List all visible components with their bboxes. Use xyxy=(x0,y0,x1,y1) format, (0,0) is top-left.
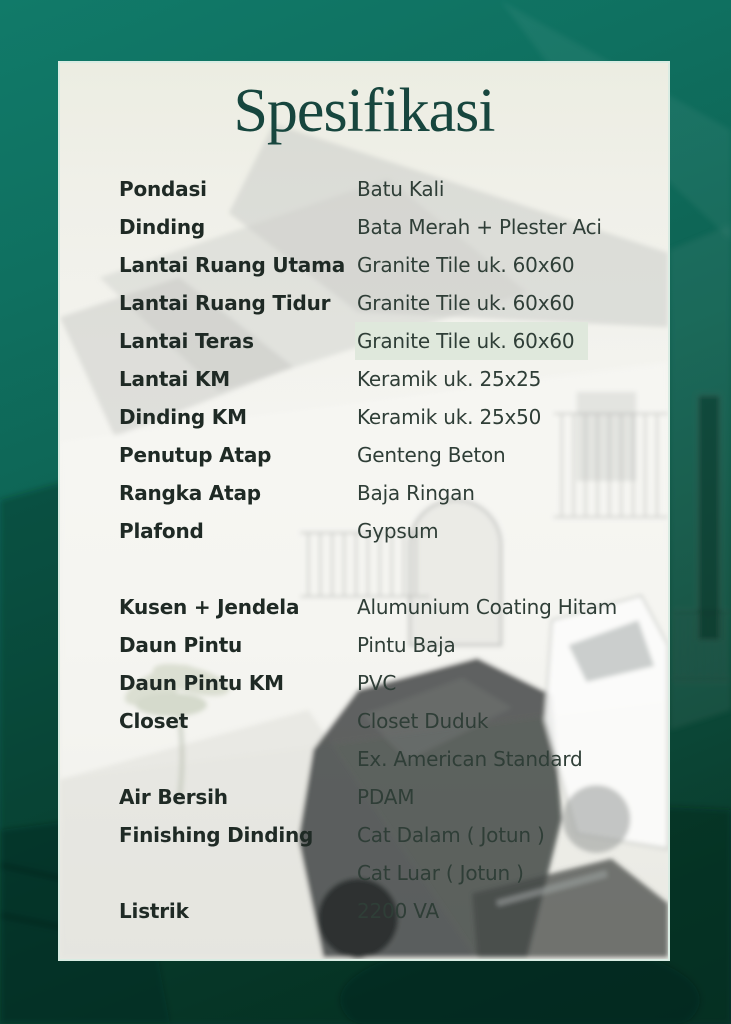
spec-value: Pintu Baja xyxy=(357,633,456,657)
spec-values xyxy=(357,170,654,208)
spec-label: Finishing Dinding xyxy=(119,823,314,847)
spec-row xyxy=(119,474,654,512)
spec-values xyxy=(357,892,654,930)
spec-values xyxy=(357,360,654,398)
spec-row xyxy=(119,170,654,208)
spec-value: Alumunium Coating Hitam xyxy=(357,595,617,619)
spec-value: PVC xyxy=(357,671,397,695)
spec-value: Gypsum xyxy=(357,519,439,543)
spec-values xyxy=(357,208,654,246)
spec-row xyxy=(119,702,654,778)
spec-value: 2200 VA xyxy=(357,899,439,923)
spec-label: Closet xyxy=(119,709,189,733)
spec-row xyxy=(119,436,654,474)
spec-values xyxy=(357,322,654,360)
spec-values xyxy=(357,816,654,892)
spec-label: Air Bersih xyxy=(119,785,228,809)
spec-row xyxy=(119,816,654,892)
spec-label: Lantai KM xyxy=(119,367,230,391)
spec-value: Baja Ringan xyxy=(357,481,475,505)
spec-value: Genteng Beton xyxy=(357,443,506,467)
spec-values xyxy=(357,284,654,322)
spec-label: Dinding xyxy=(119,215,206,239)
spec-label: Listrik xyxy=(119,899,189,923)
spec-value: Bata Merah + Plester Aci xyxy=(357,215,602,239)
spec-value: Ex. American Standard xyxy=(357,747,583,771)
spec-label: Lantai Teras xyxy=(119,329,254,353)
spec-value: Cat Luar ( Jotun ) xyxy=(357,861,524,885)
spec-value: Granite Tile uk. 60x60 xyxy=(357,253,575,277)
spec-list xyxy=(119,170,654,930)
spec-row xyxy=(119,778,654,816)
spec-row xyxy=(119,284,654,322)
spec-value: Cat Dalam ( Jotun ) xyxy=(357,823,545,847)
spec-values xyxy=(357,588,654,626)
spec-value: Keramik uk. 25x50 xyxy=(357,405,542,429)
spec-value: Keramik uk. 25x25 xyxy=(357,367,542,391)
spec-label: Dinding KM xyxy=(119,405,247,429)
spec-label: Lantai Ruang Utama xyxy=(119,253,346,277)
spec-label: Pondasi xyxy=(119,177,207,201)
spec-label: Daun Pintu xyxy=(119,633,243,657)
spec-row xyxy=(119,588,654,626)
spec-row xyxy=(119,664,654,702)
spec-values xyxy=(357,702,654,778)
spec-row xyxy=(119,512,654,550)
spec-value: PDAM xyxy=(357,785,415,809)
spec-label: Rangka Atap xyxy=(119,481,261,505)
spec-row xyxy=(119,360,654,398)
spec-row xyxy=(119,892,654,930)
window-ghost-right xyxy=(698,395,720,640)
spec-row xyxy=(119,398,654,436)
spec-values xyxy=(357,512,654,550)
spec-label: Daun Pintu KM xyxy=(119,671,284,695)
spec-values xyxy=(357,474,654,512)
spec-values xyxy=(357,398,654,436)
spec-label: Kusen + Jendela xyxy=(119,595,300,619)
spec-value: Closet Duduk xyxy=(357,709,489,733)
spec-value: Batu Kali xyxy=(357,177,445,201)
spec-section xyxy=(119,588,654,930)
spec-row xyxy=(119,246,654,284)
spec-values xyxy=(357,246,654,284)
spec-label: Penutup Atap xyxy=(119,443,272,467)
spec-values xyxy=(357,778,654,816)
spec-label: Lantai Ruang Tidur xyxy=(119,291,331,315)
spec-row xyxy=(119,626,654,664)
spec-label: Plafond xyxy=(119,519,204,543)
spec-values xyxy=(357,626,654,664)
spec-value: Granite Tile uk. 60x60 xyxy=(355,322,588,360)
page-title: Spesifikasi xyxy=(233,77,495,145)
spec-row xyxy=(119,208,654,246)
spec-section xyxy=(119,170,654,550)
spec-values xyxy=(357,664,654,702)
spec-value: Granite Tile uk. 60x60 xyxy=(357,291,575,315)
spec-panel xyxy=(58,61,670,961)
spec-values xyxy=(357,436,654,474)
spec-row xyxy=(119,322,654,360)
